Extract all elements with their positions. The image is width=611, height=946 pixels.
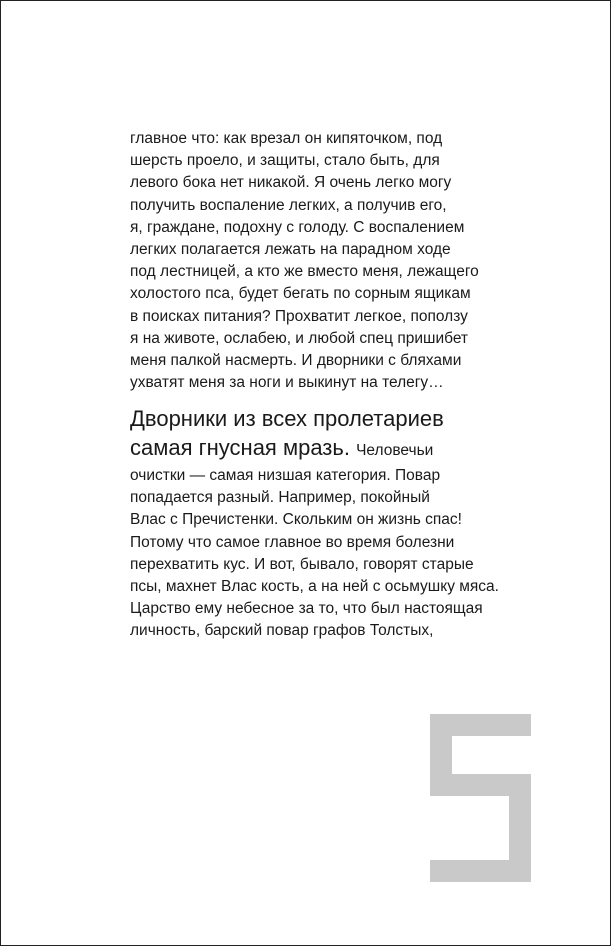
text-line: попадается разный. Например, покойный: [130, 489, 430, 507]
page-number-5-graphic: [430, 714, 531, 882]
text-line: перехватить кус. И вот, бывало, говорят старые: [130, 555, 474, 573]
text-line: шерсть проело, и защиты, стало быть, для: [130, 152, 440, 170]
text-line: Влас с Пречистенки. Скольким он жизнь спас!: [130, 511, 462, 529]
text-line: левого бока нет никакой. Я очень легко могу: [130, 174, 452, 192]
text-line: легких полагается лежать на парадном ходе: [130, 241, 451, 259]
body-paragraph-1: [130, 128, 515, 394]
heading-line-1: Дворники из всех пролетариев: [130, 406, 444, 431]
text-line: под лестницей, а кто же вместо меня, лежащего: [130, 263, 479, 281]
page-number-glyph: [430, 714, 531, 882]
text-line: в поисках питания? Прохватит легкое, поползу: [130, 307, 468, 325]
text-line: меня палкой насмерть. И дворники с бляхами: [130, 352, 462, 370]
text-line: личность, барский повар графов Толстых,: [130, 622, 434, 640]
text-line: очистки — самая низшая категория. Повар: [130, 467, 441, 484]
text-line: псы, махнет Влас кость, а на ней с осьмушку мяса.: [130, 578, 499, 596]
body-paragraph-2: [130, 465, 499, 643]
text-line: ухватят меня за ноги и выкинут на телегу…: [130, 374, 444, 392]
text-line: я, граждане, подохну с голоду. С воспалением: [130, 218, 465, 236]
lead-in-heading: [130, 404, 444, 465]
text-line: холостого пса, будет бегать по сорным ящикам: [130, 285, 471, 303]
heading-line-2: самая гнусная мразь.: [130, 435, 357, 460]
text-line: Царство ему небесное за то, что был настоящая: [130, 600, 483, 618]
text-line: Потому что самое главное во время болезни: [130, 533, 455, 551]
heading-continuation: Человечьи: [356, 442, 434, 459]
text-line: главное что: как врезал он кипяточком, под: [130, 130, 443, 147]
text-line: получить воспаление легких, а получив его,: [130, 196, 447, 214]
text-line: я на животе, ослабею, и любой спец пришибет: [130, 329, 469, 347]
